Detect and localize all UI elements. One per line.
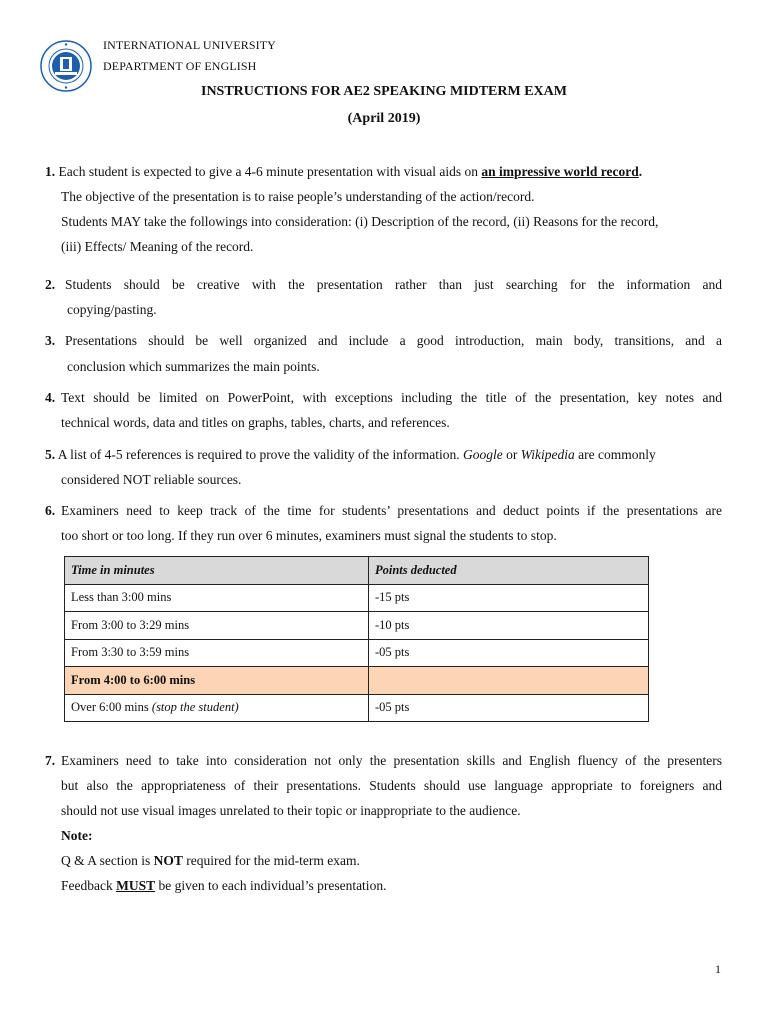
item-7-line-1: Examiners need to take into consideration not only the presentation skills and English fluency of the presenters (61, 753, 722, 768)
table-header-time: Time in minutes (65, 557, 369, 585)
item-4-line-2: technical words, data and titles on graphs, tables, charts, and references. (61, 415, 450, 430)
item-2-line-1: Students should be creative with the presentation rather than just searching for the information and (65, 277, 722, 292)
table-header-row (65, 557, 649, 585)
table-row: Less than 3:00 mins -15 pts (65, 584, 649, 612)
qa-note: Q & A section is NOT required for the mid-term exam. (61, 853, 360, 868)
stop-student-note: (stop the student) (151, 700, 239, 715)
item-1-line-1: 1. Each student is expected to give a 4-6 minute presentation with visual aids on an impressive world record. (45, 164, 643, 179)
page-subtitle: (April 2019) (347, 111, 421, 126)
item-5-line-2: considered NOT reliable sources. (61, 472, 242, 487)
item-3-number: 3. (45, 333, 56, 348)
item-6-number: 6. (45, 503, 56, 518)
item-4-line-1: Text should be limited on PowerPoint, with exceptions including the title of the presentation, key notes and (61, 390, 722, 405)
item-6-line-1: Examiners need to keep track of the time for students’ presentations and deduct points if the presentations are (61, 503, 722, 518)
item-1-number: 1. (45, 164, 56, 179)
table-row: From 3:00 to 3:29 mins -10 pts (65, 612, 649, 640)
item-3-line-1: Presentations should be well organized and include a good introduction, main body, transitions, and a (65, 333, 722, 348)
feedback-note: Feedback MUST be given to each individual’s presentation. (61, 878, 387, 893)
points-deduction-table (64, 556, 649, 722)
item-5-line-1: 5. A list of 4-5 references is required to prove the validity of the information. Google or Wikipedia are commonly (45, 447, 656, 462)
item-3-line-2: conclusion which summarizes the main points. (67, 359, 320, 374)
table-row-highlighted: From 4:00 to 6:00 mins (65, 667, 649, 695)
table-row: Over 6:00 mins (stop the student) -05 pts (65, 694, 649, 722)
world-record-topic: an impressive world record (481, 164, 639, 179)
item-1-line-4: (iii) Effects/ Meaning of the record. (61, 239, 254, 254)
item-2-line-2: copying/pasting. (67, 302, 157, 317)
item-4-number: 4. (45, 390, 56, 405)
item-2-number: 2. (45, 277, 56, 292)
department-name: DEPARTMENT OF ENGLISH (103, 59, 257, 73)
university-name: INTERNATIONAL UNIVERSITY (103, 38, 276, 52)
note-heading: Note: (61, 828, 93, 843)
item-7-number: 7. (45, 753, 56, 768)
item-1-line-3: Students MAY take the followings into consideration: (i) Description of the record, (ii) Reasons for the record, (61, 214, 659, 229)
item-5-number: 5. (45, 447, 56, 462)
page-title: INSTRUCTIONS FOR AE2 SPEAKING MIDTERM EXAM (201, 84, 567, 99)
item-7-line-2: but also the appropriateness of their presentations. Students should use language appropriate to foreigners and (61, 778, 722, 793)
item-7-line-3: should not use visual images unrelated to their topic or inappropriate to the audience. (61, 803, 521, 818)
page-number: 1 (715, 962, 721, 976)
table-header-points: Points deducted (369, 557, 649, 585)
table-row: From 3:30 to 3:59 mins -05 pts (65, 639, 649, 667)
item-1-line-2: The objective of the presentation is to raise people’s understanding of the action/record. (61, 189, 535, 204)
item-6-line-2: too short or too long. If they run over 6 minutes, examiners must signal the students to stop. (61, 528, 557, 543)
